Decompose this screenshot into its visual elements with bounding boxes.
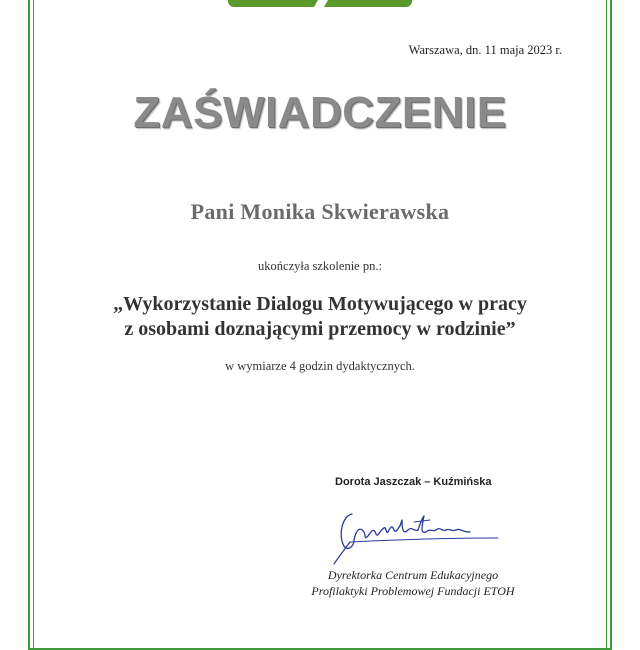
course-title-line-1: „Wykorzystanie Dialogu Motywującego w pracy [113, 293, 527, 315]
logo-banner-icon [228, 0, 412, 7]
signer-role-line-2: Profilaktyki Problemowej Fundacji ETOH [311, 584, 515, 598]
recipient-name: Pani Monika Skwierawska [190, 199, 450, 224]
certificate-title: ZAŚWIADCZENIE [133, 88, 507, 137]
place-date: Warszawa, dn. 11 maja 2023 r. [408, 43, 562, 57]
duration-text: w wymiarze 4 godzin dydaktycznych. [225, 359, 415, 373]
signer-role-line-1: Dyrektorka Centrum Edukacyjnego [327, 568, 499, 582]
course-title [0, 292, 640, 342]
handwritten-signature-icon [330, 506, 500, 566]
signer-name: Dorota Jaszczak – Kuźmińska [335, 476, 492, 488]
signer-role [296, 567, 530, 599]
completed-text: ukończyła szkolenie pn.: [258, 259, 382, 273]
course-title-line-2: z osobami doznającymi przemocy w rodzinie” [124, 318, 516, 340]
